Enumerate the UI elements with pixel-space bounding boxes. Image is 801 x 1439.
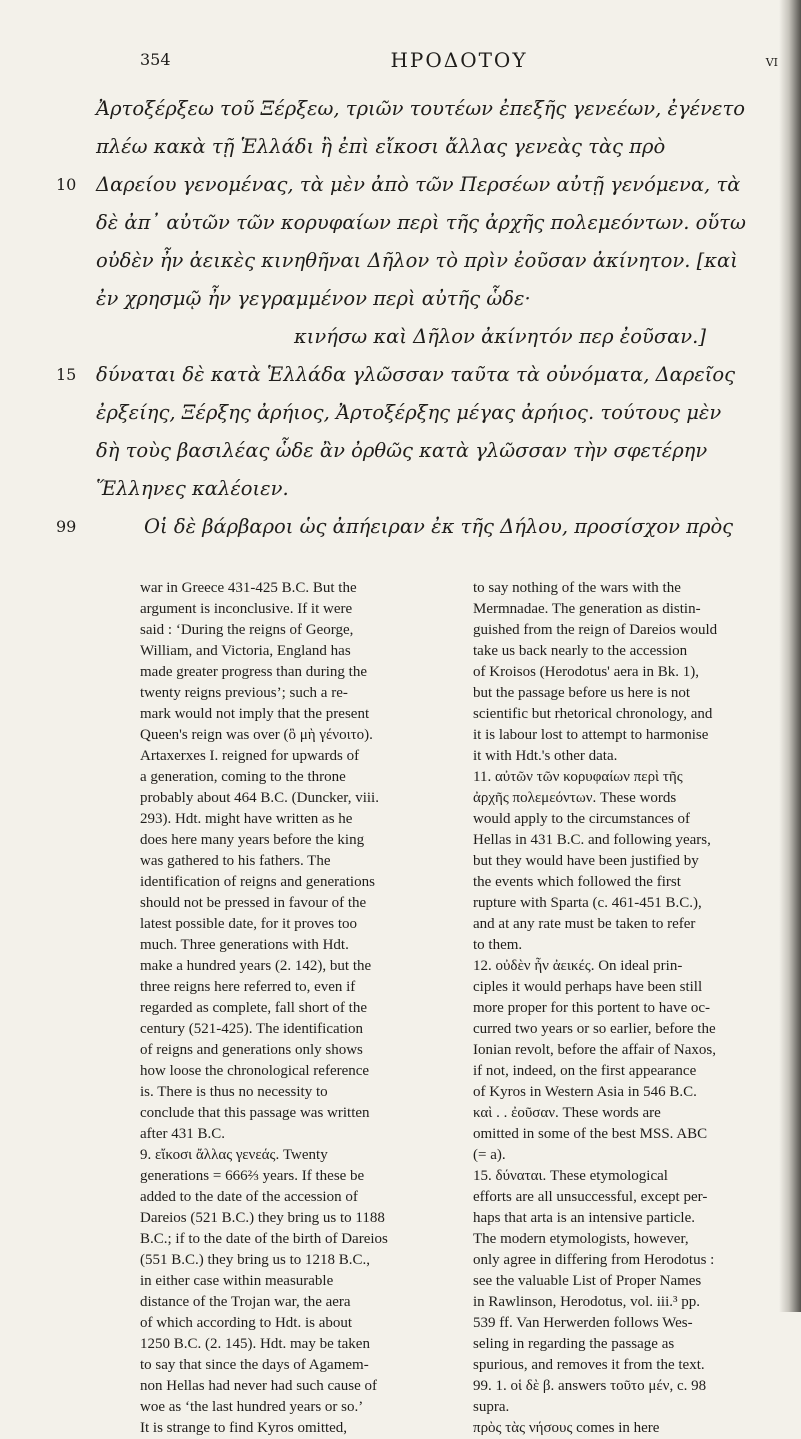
commentary-line: It is strange to find Kyros omitted,	[140, 1420, 348, 1436]
text-line	[56, 356, 786, 394]
commentary-line: it with Hdt.'s other data.	[473, 748, 618, 764]
commentary-line: (551 B.C.) they bring us to 1218 B.C.,	[140, 1252, 371, 1268]
commentary-line: three reigns here referred to, even if	[140, 979, 356, 995]
line-number: 99	[56, 517, 77, 536]
text-line	[96, 318, 786, 356]
commentary-line: spurious, and removes it from the text.	[473, 1357, 705, 1373]
text-line	[56, 166, 786, 204]
text-line	[96, 128, 786, 166]
commentary-line: ciples it would perhaps have been still	[473, 979, 703, 995]
text-line	[96, 204, 786, 242]
commentary-line: ἀρχῆς πολεμεόντων. These words	[473, 790, 677, 806]
commentary-line: Artaxerxes I. reigned for upwards of	[140, 748, 360, 764]
commentary-line: does here many years before the king	[140, 832, 365, 848]
text-line-content: Ἀρτοξέρξεω τοῦ Ξέρξεω, τριῶν τουτέων ἐπεξῆς γενεέων, ἐγένετο	[96, 97, 745, 120]
commentary-line: conclude that this passage was written	[140, 1105, 370, 1121]
commentary-line: in Rawlinson, Herodotus, vol. iii.³ pp.	[473, 1294, 700, 1310]
commentary-line: 539 ff. Van Herwerden follows Wes-	[473, 1315, 693, 1331]
commentary-line: Mermnadae. The generation as distin-	[473, 601, 701, 617]
commentary-line: but the passage before us here is not	[473, 685, 691, 701]
commentary-line: 1250 B.C. (2. 145). Hdt. may be taken	[140, 1336, 370, 1352]
commentary-line: 15. δύναται. These etymological	[473, 1168, 668, 1184]
commentary-line: of which according to Hdt. is about	[140, 1315, 353, 1331]
commentary-line: seling in regarding the passage as	[473, 1336, 675, 1352]
commentary-line: scientific but rhetorical chronology, and	[473, 706, 713, 722]
commentary-line: 12. οὐδὲν ἦν ἀεικές. On ideal prin-	[473, 958, 683, 974]
book-number: VI	[765, 56, 778, 69]
text-line	[96, 90, 786, 128]
commentary-line: to them.	[473, 937, 523, 953]
text-line-content: δὲ ἀπ᾿ αὐτῶν τῶν κορυφαίων περὶ τῆς ἀρχῆς πολεμεόντων. οὕτω	[96, 211, 746, 234]
text-line-content: ἐν χρησμῷ ἦν γεγραμμένον περὶ αὐτῆς ὧδε·	[96, 287, 531, 310]
commentary-line: Dareios (521 B.C.) they bring us to 1188	[140, 1210, 385, 1226]
commentary-line: B.C.; if to the date of the birth of Dareios	[140, 1231, 388, 1247]
commentary-line: woe as ‘the last hundred years or so.’	[140, 1399, 364, 1415]
commentary-line: should not be pressed in favour of the	[140, 895, 367, 911]
commentary-line: haps that arta is an intensive particle.	[473, 1210, 696, 1226]
commentary-line: non Hellas had never had such cause of	[140, 1378, 377, 1394]
commentary-left-column	[140, 578, 447, 1439]
greek-text-block	[56, 90, 786, 546]
commentary-line: 99. 1. οἱ δὲ β. answers τοῦτο μέν, c. 98	[473, 1378, 707, 1394]
commentary-line: efforts are all unsuccessful, except per-	[473, 1189, 708, 1205]
text-line	[96, 280, 786, 318]
commentary-line: argument is inconclusive. If it were	[140, 601, 353, 617]
commentary-line: only agree in differing from Herodotus :	[473, 1252, 715, 1268]
commentary-line: guished from the reign of Dareios would	[473, 622, 718, 638]
text-line	[96, 432, 786, 470]
commentary-line: added to the date of the accession of	[140, 1189, 358, 1205]
commentary-line: century (521-425). The identification	[140, 1021, 363, 1037]
line-number: 15	[56, 365, 77, 384]
running-title: ΗΡΟΔΟΤΟΥ	[390, 48, 528, 72]
text-line	[96, 470, 786, 508]
commentary-line: it is labour lost to attempt to harmonise	[473, 727, 709, 743]
commentary-line: mark would not imply that the present	[140, 706, 370, 722]
commentary-line: and at any rate must be taken to refer	[473, 916, 696, 932]
commentary-line: Hellas in 431 B.C. and following years,	[473, 832, 711, 848]
commentary-line: how loose the chronological reference	[140, 1063, 370, 1079]
commentary-line: see the valuable List of Proper Names	[473, 1273, 702, 1289]
commentary-line: generations = 666⅔ years. If these be	[140, 1168, 365, 1184]
commentary-line: in either case within measurable	[140, 1273, 334, 1289]
commentary-line: καὶ . . ἐοῦσαν. These words are	[473, 1105, 661, 1121]
commentary-line: if not, indeed, on the first appearance	[473, 1063, 697, 1079]
commentary-line: but they would have been justified by	[473, 853, 699, 869]
commentary-line: (= a).	[473, 1147, 506, 1163]
commentary-line: πρὸς τὰς νήσους comes in here	[473, 1420, 660, 1436]
commentary-line: was gathered to his fathers. The	[140, 853, 331, 869]
text-line-content: Οἱ δὲ βάρβαροι ὡς ἀπήειραν ἐκ τῆς Δήλου, προσίσχον πρὸς	[144, 515, 734, 538]
commentary-line: supra.	[473, 1399, 510, 1415]
commentary-line: probably about 464 B.C. (Duncker, viii.	[140, 790, 379, 806]
text-line	[56, 508, 786, 546]
commentary-line: said : ‘During the reigns of George,	[140, 622, 354, 638]
commentary-line: is. There is thus no necessity to	[140, 1084, 328, 1100]
commentary-line: latest possible date, for it proves too	[140, 916, 358, 932]
line-number: 10	[56, 175, 77, 194]
commentary-line: 293). Hdt. might have written as he	[140, 811, 353, 827]
commentary-line: war in Greece 431-425 B.C. But the	[140, 580, 357, 596]
running-head	[140, 50, 778, 80]
commentary-line: The modern etymologists, however,	[473, 1231, 689, 1247]
commentary-right-column	[473, 578, 780, 1439]
commentary-line: of Kroisos (Herodotus' aera in Bk. 1),	[473, 664, 699, 680]
commentary-line: omitted in some of the best MSS. ABC	[473, 1126, 708, 1142]
commentary-line: make a hundred years (2. 142), but the	[140, 958, 372, 974]
commentary-line: after 431 B.C.	[140, 1126, 225, 1142]
commentary-line: much. Three generations with Hdt.	[140, 937, 349, 953]
text-line	[96, 394, 786, 432]
commentary-line: distance of the Trojan war, the aera	[140, 1294, 351, 1310]
commentary-line: twenty reigns previous’; such a re-	[140, 685, 348, 701]
text-line-content: Ἕλληνες καλέοιεν.	[96, 477, 289, 500]
page-number: 354	[140, 50, 171, 69]
commentary-line: 11. αὐτῶν τῶν κορυφαίων περὶ τῆς	[473, 769, 683, 785]
commentary-line: a generation, coming to the throne	[140, 769, 346, 785]
text-line-content: Δαρείου γενομένας, τὰ μὲν ἀπὸ τῶν Περσέων αὐτῇ γενόμενα, τὰ	[96, 173, 741, 196]
commentary-line: take us back nearly to the accession	[473, 643, 688, 659]
commentary-line: to say that since the days of Agamem-	[140, 1357, 369, 1373]
commentary-line: more proper for this portent to have oc-	[473, 1000, 711, 1016]
commentary-line: curred two years or so earlier, before the	[473, 1021, 716, 1037]
text-line-content: δύναται δὲ κατὰ Ἑλλάδα γλῶσσαν ταῦτα τὰ οὐνόματα, Δαρεῖος	[96, 363, 736, 386]
commentary-line: of Kyros in Western Asia in 546 B.C.	[473, 1084, 697, 1100]
commentary-line: Queen's reign was over (ὃ μὴ γένοιτο).	[140, 727, 373, 743]
commentary-line: would apply to the circumstances of	[473, 811, 691, 827]
commentary-line: the events which followed the first	[473, 874, 681, 890]
commentary-line: identification of reigns and generations	[140, 874, 375, 890]
text-line-content: δὴ τοὺς βασιλέας ὧδε ἂν ὀρθῶς κατὰ γλῶσσαν τὴν σφετέρην	[96, 439, 708, 462]
text-line-content: οὐδὲν ἦν ἀεικὲς κινηθῆναι Δῆλον τὸ πρὶν ἐοῦσαν ἀκίνητον. [καὶ	[96, 249, 738, 272]
text-line-content: πλέω κακὰ τῇ Ἑλλάδι ἢ ἐπὶ εἴκοσι ἄλλας γενεὰς τὰς πρὸ	[96, 135, 666, 158]
commentary-line: rupture with Sparta (c. 461-451 B.C.),	[473, 895, 702, 911]
text-line-content: ἐρξείης, Ξέρξης ἀρήιος, Ἀρτοξέρξης μέγας ἀρήιος. τούτους μὲν	[96, 401, 722, 424]
commentary-line: to say nothing of the wars with the	[473, 580, 681, 596]
text-line-content: κινήσω καὶ Δῆλον ἀκίνητόν περ ἐοῦσαν.]	[294, 325, 706, 348]
text-line	[96, 242, 786, 280]
commentary-line: 9. εἴκοσι ἄλλας γενεάς. Twenty	[140, 1147, 328, 1163]
commentary-line: made greater progress than during the	[140, 664, 367, 680]
commentary-line: William, and Victoria, England has	[140, 643, 351, 659]
commentary-line: of reigns and generations only shows	[140, 1042, 363, 1058]
commentary-line: Ionian revolt, before the affair of Naxos,	[473, 1042, 716, 1058]
commentary-line: regarded as complete, fall short of the	[140, 1000, 367, 1016]
